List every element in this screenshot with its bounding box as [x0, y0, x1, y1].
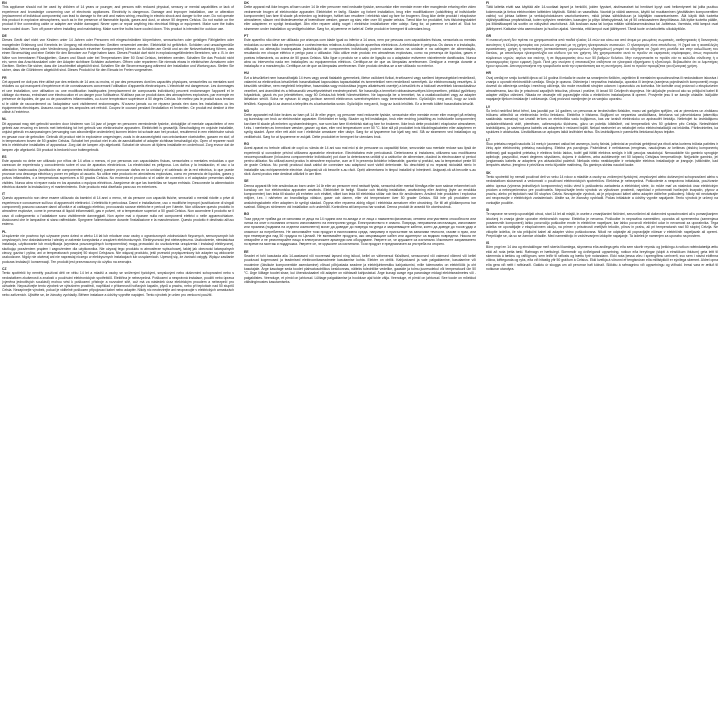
language-code: PT: [244, 34, 249, 39]
safety-warning-text: Te naprave ne smejo uporabljati otroci, stari 14 let ali mlajši, in osebe z zmanjšanimi fizičnimi, senzoričnimi ali duševnimi sposobnostmi ali s pomanjkanjem izkušenj in znanja glede uporabe elektronskih naprav. Elektrika je nevarna. Poškodbe in nepravilna namestitev, uporaba ali sprememba (zamenjava posameznih komponent) lahko povzročijo poškodbe enote in električne napeljave, kar lahko povzroči električni udar in nevarnost za uporabnika. Tega izdelka ne uporabljajte v eksplozivnem okolju, na primer v prisotnosti vnetljivih tekočin, plinov in prahu, ali pri temperaturah nad 50 stopinj Celzija. Ne vklopite izdelka, če sta priključni kabel ali adapter vidno poškodovana. Nikoli ne odpirajte ali popravljajte ničesar v električnih napeljavah ali opremi. Prepričajte se, da so se žarnice ohladile. Med namestitvijo in vzdrževanjem izklopite napajanje. Ta izdelek je namenjen za uporabo na prostem.: [486, 212, 718, 238]
language-section: [244, 34, 476, 68]
safety-warning-text: Η συσκευή αυτή δεν πρέπει να χρησιμοποιείται από παιδιά ηλικίας 14 ετών και κάτω και από άτομα με μειωμένες σωματικές, αισθητηριακές ή διανοητικές ικανότητες ή έλλειψη εμπειρίας και γνώσεων σχετικά με τη χρήση ηλεκτρονικών συσκευών. Ο ηλεκτρισμός είναι επικίνδυνος. Η ζημιά και η ακατάλληλη εγκατάσταση, χρήση ή τροποποίηση (αντικατάσταση μεμονωμένων εξαρτημάτων) μπορεί να οδηγήσει σε ζημιά στη μονάδα και στην καλωδίωση του δικτύου, με αποτέλεσμα ηλεκτροπληξία και κίνδυνο για τον χρήστη. Μη χρησιμοποιείτε αυτό το προϊόν σε εκρηκτικές ατμόσφαιρες, όπως παρουσία εύφλεκτων υγρών, αερίων και σκόνης, ή σε θερμοκρασίες άνω των 50 βαθμών Κελσίου. Μην ενεργοποιείτε το προϊόν εάν το καλώδιο σύνδεσης ή ο προσαρμογέας έχουν εμφανή ζημιά. Ποτέ μην ανοίγετε ή επισκευάζετε οτιδήποτε σε ηλεκτρικά εξαρτήματα ή εξοπλισμό. Βεβαιωθείτε ότι οι λαμπτήρες έχουν κρυώσει. Απενεργοποιήστε την τροφοδοσία κατά την εγκατάσταση και τη συντήρηση. Αυτό το προϊόν προορίζεται για εξωτερική χρήση.: [486, 38, 718, 69]
language-section: [244, 250, 476, 284]
safety-warning-text: Dieses Gerät darf nicht von Kindern unter 14 Jahren oder Personen mit eingeschränkten körperlichen, sensorischen oder geistigen Fähigkeiten oder mangelnder Erfahrung und Kenntnis im Umgang mit elektronischen Geräten verwendet werden. Elektrizität ist gefährlich. Schäden und unsachgemäße Installation, Verwendung oder Veränderung (Austausch einzelner Komponenten) können zu Schäden am Gerät und an der Netzverkabelung führen, was einen Stromschlag und eine Gefahr für den Benutzer zur Folge haben kann. Dieses Produkt darf nicht in explosionsgefährdeten Bereichen, wie z. B. in der Nähe von brennbaren Flüssigkeiten, Gasen und Staub oder bei Temperaturen über 50 Grad Celsius, betrieben werden. Schalten Sie das Produkt nicht ein, wenn das Anschlusskabel oder der Adapter sichtbare Schäden aufweisen. Öffnen oder reparieren Sie niemals etwas in elektrischen Armaturen oder Geräten. Stellen Sie sicher, dass die Leuchtmittel abgekühlt sind. Schalten Sie die Stromversorgung während der Installation und Wartung aus. Stellen Sie sicher, dass die Glühbirnen abgekühlt sind. Dieses Produkt ist für den Einsatz im Freien vorgesehen.: [2, 38, 234, 73]
safety-warning-text: Urządzenie nie powinno być używane przez dzieci w wieku 14 lat lub młodsze oraz osoby o ograniczonych zdolnościach fizycznych, sensorycznych lub umysłowych, bez doświadczenia i wiedzy w zakresie korzystania z urządzeń elektronicznych. Elektryczność jest niebezpieczna. Uszkodzenie, niewłaściwa instalacja, użytkowanie lub modyfikacja (wymiana poszczególnych komponentów) mogą prowadzić do uszkodzenia urządzenia i instalacji elektrycznej, skutkując porażeniem prądem i zagrożeniem dla użytkownika. Nie używaj tego produktu w atmosferze wybuchowej, takiej jak obecność łatwopalnych cieczy, gazów i pyłów, ani w temperaturach powyżej 50 stopni Celsjusza. Nie włączaj produktu, jeśli przewód przyłączeniowy lub adapter są widocznie uszkodzone. Nigdy nie otwieraj ani nie naprawiaj niczego w elektrycznych instalacjach lub urządzeniach. Upewnij się, że żarówki ostygły. Wyłącz zasilanie podczas instalacji i konserwacji. Ten produkt jest przeznaczony do użytku na zewnątrz.: [2, 233, 234, 264]
safety-warning-text: This appliance should not be used by children of 14 years or younger, and persons with reduced physical, sensory or mental capabilities or lack of experience and knowledge concerning use of electronic appliances. Electricity is dangerous. Damage and improper installation, use or alteration (replacement of individual components) can lead to damage to the unit and mains wiring, resulting in electric shock and danger to the user. Do not operate this product in explosive atmospheres, such as in the presence of flammable liquids, gases and dust, or above 50 degrees Celsius. Do not switch on the product if the connecting cable or adapter are visible damaged. Never open or repair anything into electrical fittings or equipment. Make sure the bulbs have cooled down. Turn off power when installing and maintaining. Make sure the bulbs have cooled down. This product is intended for outdoor use.: [2, 5, 234, 31]
safety-warning-text: Este aparato no debe ser utilizado por niños de 14 años o menos, ni por personas con capacidades físicas, sensoriales o mentales reducidas o que carezcan de experiencia y conocimiento sobre el uso de aparatos electrónicos. La electricidad es peligrosa. Los daños y la instalación, el uso o la alteración inadecuados (sustitución de componentes individuales) pueden provocar daños en la unidad y el cableado de la red eléctrica, lo que puede provocar una descarga eléctrica y poner en peligro al usuario. No utilice este producto en atmósferas explosivas, como en presencia de líquidos, gases y polvos inflamables, o a temperaturas superiores a 50 grados Celsius. No encienda el producto si el cable de conexión o el adaptador presentan daños visibles. Nunca abra ni repare nada en los aparatos o equipos eléctricos. Asegúrese de que las bombillas se hayan enfriado. Desconecte la alimentación eléctrica durante la instalación y el mantenimiento. Este producto está diseñado para uso en exteriores.: [2, 159, 234, 189]
safety-warning-text: Tätä laitetta eivät saa käyttää alle 14-vuotiaat lapset ja henkilöt, joiden fyysiset, aistinvaraiset tai henkiset kyvyt ovat heikentyneet tai joilta puuttuu kokemusta ja tietoa elektronisten laitteiden käytöstä. Sähkö on vaarallista. Vaurioit ja väärä asennus, käyttö tai muuttaminen (yksittäisten komponenttien vaihto) voi johtaa laitteen ja verkkojohdotuksen vaurioitumiseen, mikä johtaa sähköiskuun ja käyttäjän vaarantumiseen. Älä käytä tätä tuotetta räjähdysalttiissa ympäristössä, kuten syttyvien nesteiden, kaasujen ja pölyn läheisyydessä, tai yli 50 celsiusasteen lämpötilassa. Älä kytke tuotetta päälle, jos liitäntäkaapeli tai sovitin on näkyvästi vaurioitunut. Älä koskaan avaa tai korjaa mitään sähköasennuksissa tai -laitteissa. Varmista, että lamput ovat jäähtyneet. Katkaise virta asennuksen ja huollon ajaksi. Varmista, että lamput ovat jäähtyneet. Tämä tuote on tarkoitettu ulkokäyttöön.: [486, 5, 718, 31]
safety-warning-text: Ezt a készüléket nem használhatják 14 éves vagy annál fiatalabb gyermekek, illetve csökkent fizikai, érzékszervi vagy szellemi képességekkel rendelkező, valamint az elektronikus készülékek használatával kapcsolatos tapasztalattal és ismeretekkel nem rendelkező személyek. Az elektromosság veszélyes. A készülék sérülése, nem megfelelő telepítése, használata vagy módosítása (egyes alkatrészek cseréje) a készülék és a hálózati vezetékek károsodásához vezethet, ami áramütést és a felhasználó veszélyeztetését eredményezheti. Ne használja a terméket robbanásveszélyes környezetben, például gyúlékony folyadékok, gázok és por jelenlétében, vagy 50 Celsius-fok feletti hőmérsékleten. Ne kapcsolja be a terméket, ha a csatlakozókábel vagy az adapter láthatóan sérült. Soha ne nyisson ki vagy javítson semmit elektromos szerelvényekben vagy berendezésekben. Győződjön meg arról, hogy az izzók lehűltek. Kapcsolja ki az áramot a telepítés és a karbantartás során. Győződjön meg arról, hogy az izzók lehűltek. Ez a termék kültéri használatra készült.: [244, 75, 476, 106]
language-code: FR: [2, 75, 7, 80]
safety-warning-text: Questo apparecchio non deve essere utilizzato da bambini di 14 anni o meno, né da persone con capacità fisiche, sensoriali o mentali ridotte o prive di esperienza e conoscenze sull'uso di apparecchi elettronici. L'elettricità è pericolosa. Danni e installazione, uso o modifiche impropri (sostituzione di singoli componenti) possono causare danni all'unità e al cablaggio elettrico, provocando scosse elettriche e pericoli per l'utente. Non utilizzare questo prodotto in atmosfere esplosive, come in presenza di liquidi infiammabili, gas e polveri, né a temperature superiori a 50 gradi Celsius. Non accendere il prodotto se il cavo di collegamento o l'adattatore sono visibilmente danneggiati. Non aprire mai o riparare nulla nei componenti elettrici o nelle apparecchiature. Assicurarsi che le lampadine si siano raffreddate. Spegnere l'alimentazione durante l'installazione e la manutenzione. Questo prodotto è destinato all'uso esterno.: [2, 196, 234, 227]
language-code: BG: [244, 212, 250, 217]
language-code: DE: [2, 34, 7, 39]
language-section: [486, 241, 718, 271]
safety-warning-text: Seadet ei tohi kasutada alla 14-aastased või nooremad lapsed ning isikud, kellel on vähenenud füüsilised, sensoorsed või vaimsed võimed või kellel puuduvad kogemused ja teadmised elektroonikaseadmete kasutamise kohta. Elekter on ohtlik. Kahjustused ja vale paigaldamine, kasutamine või muutmine (üksikute komponentide asendamine) võivad põhjustada seadme ja elektrijuhtmestiku kahjustumist, mille tulemuseks on elektrilöök ja oht kasutajale. Ärge kasutage seda toodet plahvatusohtlikus keskkonnas, näiteks tuleohtlike vedelike, gaaside ja tolmu juuresolekul või temperatuuril üle 50 °C. Ärge lülitage toodet sisse, kui ühenduskaabel või adapter on nähtavalt kahjustatud. Ärge kunagi avage ega parandage midagi elektriseadmetes või -paigaldistes. Veenduge, et pirnid on jahtunud. Lülitage paigaldamise ja hoolduse ajal toide välja. Veenduge, et pirnid on jahtunud. See toode on mõeldud välistingimustes kasutamiseks.: [244, 254, 476, 284]
safety-warning-text: Ovaj uređaj ne smiju koristiti djeca od 14 godina ili mlađa te osobe sa smanjenim fizičkim, osjetilnim ili mentalnim sposobnostima ili nedostatkom iskustva i znanja o uporabi elektroničkih uređaja. Struja je opasna. Oštećenja i nepravilna instalacija, uporaba ili izmjena (zamjena pojedinačnih komponenti) mogu dovesti do oštećenja uređaja i mrežnog ožičenja, što može rezultirati strujnim udarom i opasnošću za korisnika. Ne koristite ovaj proizvod u eksplozivnim atmosferama, kao što je prisutnost zapaljivih tekućina, plinova i prašine, ili iznad 50 Celzijevih stupnjeva. Ne uključujte proizvod ako su priključni kabel ili adapter vidljivo oštećeni. Nikada ne otvarajte niti popravljajte ništa u električnim instalacijama ili opremi. Provjerite jesu li se žarulje ohladile. Isključite napajanje tijekom instalacije i održavanja. Ovaj proizvod namijenjen je za vanjsku uporabu.: [486, 75, 718, 102]
text-column-1: [2, 1, 234, 713]
language-section: [486, 34, 718, 68]
language-section: [244, 179, 476, 209]
language-section: [486, 71, 718, 101]
language-section: [2, 267, 234, 297]
language-code: PL: [2, 229, 7, 234]
multilingual-safety-sheet: [2, 1, 718, 713]
language-code: SK: [486, 170, 491, 175]
safety-warning-text: Този уред не трябва да се използва от деца на 14 години или по-млади и от лица с намалени физически, сетивни или умствени способности или липса на опит и познания относно използването на електронни уреди. Електричеството е опасно. Повреда, неправилна инсталация, използване или промяна (подмяна на отделни компоненти) могат да доведат до повреда на уреда и захранващите кабели, което да доведе до токов удар и опасност за потребителя. Не използвайте този продукт в експлозивна среда, например в присъствие на запалими течности, газове и прах, или при температура над 50 градуса по Целзий. Не включвайте продукта, ако свързващият кабел или адаптерът са видимо повредени. Никога не отваряйте и не ремонтирайте нищо в електрическите арматури или оборудване. Уверете се, че крушките са изстинали. Изключете захранването по време на монтаж и поддръжка. Уверете се, че крушките са изстинали. Този продукт е предназначен за употреба на открито.: [244, 216, 476, 247]
safety-warning-text: Šo ierīci nedrīkst lietot bērni, kas jaunāki par 14 gadiem, un personas ar ierobežotām fiziskām, maņu vai garīgām spējām, vai ar pieredzes un zināšanu trūkumu attiecībā uz elektronisko ierīču lietošanu. Elektrība ir bīstama. Bojājumi un nepareiza uzstādīšana, lietošana vai pārveidošana (atsevišķu sastāvdaļu nomaiņa) var izraisīt ierīces un elektrotīkla vadu bojājumus, kas var izraisīt elektrošoku un apdraudēt lietotāju. Nelietojiet šo izstrādājumu sprādzienbīstamā vidē, piemēram, uzliesmojošu šķidrumu, gāzu un putekļu klātbūtnē, vai temperatūrā virs 50 grādiem pēc Celsija. Neieslēdziet izstrādājumu, ja savienojuma kabelis vai adapteris ir redzami bojāti. Nekad neatveriet un nelabojiet neko elektroinstalācijā vai iekārtās. Pārliecinieties, ka spuldzes ir atdzisušas. Uzstādīšanas un apkopes laikā izslēdziet strāvu. Šis izstrādājums ir paredzēts lietošanai ārpus telpām.: [486, 108, 718, 135]
safety-warning-text: Tento spotrebič by nemali používať deti vo veku 14 rokov a mladšie a osoby so zníženými fyzickými, zmyslovými alebo duševnými schopnosťami alebo s nedostatkom skúseností a vedomostí o používaní elektronických spotrebičov. Elektrina je nebezpečná. Poškodenie a nesprávna inštalácia, používanie alebo úprava (výmena jednotlivých komponentov) môžu viesť k poškodeniu zariadenia a elektrickej siete, čo môže mať za následok úraz elektrickým prúdom a nebezpečenstvo pre používateľa. Nepoužívajte tento výrobok vo výbušnom prostredí, napríklad v prítomnosti horľavých kvapalín, plynov a prachu, alebo pri teplotách nad 50 stupňov Celzia. Nezapínajte výrobok, ak je pripojovací kábel alebo adaptér viditeľne poškodený. Nikdy nič neotvárajte ani neopravujte v elektrických zariadeniach. Uistite sa, že žiarovky vychladli. Počas inštalácie a údržby vypnite napájanie. Tento výrobok je určený na vonkajšie použitie.: [486, 174, 718, 205]
language-section: [486, 1, 718, 31]
language-section: [244, 142, 476, 176]
language-section: [2, 117, 234, 151]
language-section: [486, 171, 718, 205]
language-code: RO: [244, 141, 250, 146]
language-section: [2, 76, 234, 115]
safety-warning-text: Dette apparatet må ikke brukes av barn på 14 år eller yngre, og personer med reduserte fysiske, sensoriske eller mentale evner eller mangel på erfaring og kunnskap om bruk av elektroniske apparater. Elektrisitet er farlig. Skader og feil installasjon, bruk eller endring (utskifting av individuelle komponenter) kan føre til skade på enheten og strømledningen, noe som kan føre til elektrisk støt og fare for brukeren. Ikke bruk dette produktet i eksplosive atmosfærer, f.eks. i nærheten av brennbare væsker, gasser og støv, eller ved temperaturer over 50 °C. Ikke slå på produktet hvis tilkoblingskabelen eller adapteren er synlig skadet. Åpne eller rett aldri noe i elektriske armaturer eller utstyr. Sørg for at lyspærene har kjølt seg ned. Slå av strømmen ved installasjon og vedlikehold. Sørg for at lyspærene er avkjølt. Dette produktet er beregnet for utendørs bruk.: [244, 113, 476, 139]
text-column-3: [486, 1, 718, 713]
language-code: IT: [2, 192, 6, 197]
language-code: EN: [2, 1, 7, 5]
safety-warning-text: Acest aparat nu trebuie utilizat de copii cu vârsta de 14 ani sau mai mici și de persoane cu capacități fizice, senzoriale sau mentale reduse sau lipsă de experiență și cunoștințe privind utilizarea aparatelor electronice. Electricitatea este periculoasă. Deteriorarea și instalarea, utilizarea sau modificarea necorespunzătoare (înlocuirea componentelor individuale) pot duce la deteriorarea unității și a cablurilor de alimentare, ducând la electrocutare și pericol pentru utilizator. Nu utilizați acest produs în atmosfere explozive, cum ar fi în prezența lichidelor inflamabile, gazelor și prafului, sau la temperaturi peste 50 de grade Celsius. Nu porniți produsul dacă cablul de conectare sau adaptorul sunt vizibil deteriorate. Nu deschideți și nu reparați niciodată nimic în instalațiile sau echipamentele electrice. Asigurați-vă că becurile s-au răcit. Opriți alimentarea în timpul instalării și întreținerii. Asigurați-vă că becurile s-au răcit. Acest produs este destinat utilizării în aer liber.: [244, 146, 476, 176]
language-code: IS: [486, 241, 490, 246]
language-code: EE: [244, 249, 249, 254]
language-code: NO: [244, 108, 250, 113]
language-code: NL: [2, 117, 7, 122]
language-section: [2, 34, 234, 73]
language-section: [2, 155, 234, 189]
language-section: [244, 71, 476, 105]
safety-warning-text: Šiuo prietaisu negali naudotis 14 metų ir jaunesni vaikai bei asmenys, kurių fiziniai, jutiminiai ar protiniai gebėjimai yra riboti arba kuriems trūksta patirties ir žinių apie elektroninių prietaisų naudojimą. Elektra yra pavojinga. Pažeidimai ir netinkamas įrengimas, naudojimas ar keitimas (atskirų komponentų keitimas) gali sugadinti prietaisą ir elektros tinklo laidus, todėl gali ištikti elektros smūgis ir kilti pavojus naudotojui. Nenaudokite šio gaminio sprogioje aplinkoje, pavyzdžiui, esant degiems skysčiams, dujoms ir dulkėms, arba aukštesnėje nei 50 laipsnių Celsijaus temperatūroje. Neįjunkite gaminio, jei jungiamasis kabelis ar adapteris yra akivaizdžiai pažeisti. Niekada nieko neatidarykite ir netaisykite elektros instaliacijoje ar įrangoje. Įsitikinkite, kad lemputės atvėso. Įrengimo ir priežiūros metu išjunkite maitinimą. Šis gaminys skirtas naudoti lauke.: [486, 141, 718, 168]
safety-warning-text: Denna apparat får inte användas av barn under 14 år eller av personer med nedsatt fysisk, sensorisk eller mental förmåga eller som saknar erfarenhet och kunskap om hur elektroniska apparater används. Elektricitet är farligt. Skador och felaktig installation, användning eller ändring (byte av enskilda komponenter) kan leda till skador på enheten och elnätet, vilket kan leda till elektriska stötar och fara för användaren. Använd inte produkten i explosiva miljöer, t.ex. i närheten av brandfarliga vätskor, gaser och damm, eller vid temperaturer över 50 grader Celsius. Slå inte på produkten om anslutningskabeln eller adaptern är synligt skadad. Öppna eller reparera aldrig något i elektriska armaturer eller utrustning. Se till att glödlamporna har svalnat. Stäng av strömmen vid installation och underhåll. Kontrollera att lamporna har svalnat. Denna produkt är avsedd för utomhusbruk.: [244, 183, 476, 210]
language-section: [244, 109, 476, 139]
language-code: HR: [486, 71, 491, 76]
safety-warning-text: Tento spotřebič by neměly používat děti ve věku 14 let a mladší a osoby se sníženými fyzickými, smyslovými nebo duševními schopnostmi nebo s nedostatkem zkušeností a znalostí o používání elektronických spotřebičů. Elektřina je nebezpečná. Poškození a nesprávná instalace, použití nebo úprava (výměna jednotlivých součástí) mohou vést k poškození přístroje a rozvodné sítě, což má za následek úraz elektrickým proudem a nebezpečí pro uživatele. Nepoužívejte tento výrobek ve výbušném prostředí, například v přítomnosti hořlavých kapalin, plynů a prachu, nebo při teplotách nad 50 stupňů Celsia. Nezapínejte výrobek, pokud je viditelně poškozen připojovací kabel nebo adaptér. Nikdy nic neotevírejte ani neopravujte v elektrických armaturách nebo zařízeních. Ujistěte se, že žárovky vychladly. Během instalace a údržby vypněte napájení. Tento výrobek je určen pro venkovní použití.: [2, 271, 234, 297]
language-code: GR: [486, 34, 492, 39]
language-section: [244, 212, 476, 246]
language-code: DK: [244, 1, 249, 5]
language-code: SE: [244, 179, 249, 184]
language-code: SI: [486, 208, 490, 213]
language-code: LT: [486, 137, 490, 142]
language-code: CZ: [2, 266, 7, 271]
safety-warning-text: Dette apparat må ikke bruges af børn under 14 år eller personer med nedsatte fysiske, sensoriske eller mentale evner eller manglende erfaring eller viden vedrørende brugen af elektroniske apparater. Elektricitet er farlig. Skader og forkert installation, brug eller modifikationer (udskiftning af individuelle komponenter) kan føre til skade på enheden og ledninger, hvilket kan resultere i elektrisk stød og fare for brugeren. Brug ikke dette produkt i eksplosive atmosfærer, såsom ved tilstedeværelse af brændbare væsker, gasser og støv, eller over 50 grader celsius. Tænd ikke for produktet, hvis tilslutningskablet eller adapteren er synligt beskadiget. Åbn eller reparer aldrig noget i elektriske installationer eller udstyr. Sørg for, at pærerne er kølet af. Sluk for strømmen under installation og vedligeholdelse. Sørg for, at pærerne er kølet af. Dette produkt er beregnet til udendørs brug.: [244, 5, 476, 31]
safety-warning-text: Cet appareil ne doit pas être utilisé par des enfants de 14 ans ou moins, ni par des personnes dont les capacités physiques, sensorielles ou mentales sont réduites ou qui manquent d'expérience et de connaissances concernant l'utilisation d'appareils électroniques. L'électricité est dangereuse. Les dommages et une installation, une utilisation ou une modification inadéquates (remplacement de composants individuels) peuvent endommager l'appareil et le câblage du réseau, entraînant une électrocution et un danger pour l'utilisateur. N'utilisez pas ce produit dans des atmosphères explosives, par exemple en présence de liquides, de gaz ou de poussières inflammables, ou à une température supérieure à 50 degrés Celsius. Ne mettez pas le produit sous tension si le câble de raccordement ou l'adaptateur sont visiblement endommagés. N'ouvrez jamais ou ne réparez jamais rien dans les installations ou les équipements électriques. Assurez-vous que les ampoules ont refroidi. Coupez le courant pendant l'installation et l'entretien. Ce produit est destiné à être utilisé à l'extérieur.: [2, 80, 234, 115]
language-section: [2, 192, 234, 226]
language-code: FI: [486, 1, 490, 5]
safety-warning-text: Dit apparaat mag niet gebruikt worden door kinderen van 14 jaar of jonger en personen verminderde fysieke, zintuiglijke of mentale capaciteiten of een gebrek aan ervaring en kennis met betrekking tot het gebruik van elektronische apparaten. Elektriciteit is gevaarlijk. Beschadiging en onjuiste installatie, onjuist gebruik en aanpassingen (vervanging van afzonderlijke onderdelen) kunnen leiden tot schade aan het product, resulterend in een elektrische schok en gevaar voor de gebruiker. Gebruik dit product niet in explosieve omgevingen, zoals in de aanwezigheid van ontvlambare vloeistoffen, gassen en stof, of in temperaturen boven de 50 graden Celsius. Schakel het product niet in als de aansluitkabel of adapter zichtbaar beschadigd zijn. Open of repareer nooit iets in elektrische installaties of apparatuur. Zorg dat de lampen zijn afgekoeld. Schakel de stroom uit tijdens installatie en onderhoud. Zorg ervoor dat de lampen zijn afgekoeld. Dit product is bedoeld voor buitengebruik.: [2, 121, 234, 152]
language-section: [2, 230, 234, 264]
language-code: LV: [486, 104, 491, 109]
safety-warning-text: Börn yngri en 14 ára og einstaklingar með skerta líkamlega, skynræna eða andlega getu eða sem skortir reynslu og þekkingu á notkun rafeindatækja ættu ekki að nota þetta tæki. Rafmagn er hættulegt. Skemmdir og óviðeigandi uppsetning, notkun eða breytingar (skipti á einstökum íhlutum) geta leitt til skemmda á tækinu og raflögnum, sem leiðir til raflosts og hættu fyrir notandann. Ekki nota þessa vöru í sprengifimu umhverfi, svo sem í návist eldfimra vökva, lofttegunda og ryks, eða við hitastig yfir 50 gráðum á Celsíus. Ekki kveikja á vörunni ef tengisnúran eða millistykkið er sýnilega skemmt. Aldrei opna eða gera við neitt í rafbúnaði. Gakktu úr skugga um að perurnar hafi kólnað. Slökktu á rafmagninu við uppsetningu og viðhald. Þessi vara er ætluð til notkunar utandyra.: [486, 245, 718, 271]
language-section: [486, 138, 718, 168]
safety-warning-text: Este aparelho não deve ser utilizado por crianças com idade igual ou inferior a 14 anos, nem por pessoas com capacidades físicas, sensoriais ou mentais reduzidas ou sem falta de experiência e conhecimentos relativos à utilização de aparelhos eletrónicos. A eletricidade é perigosa. Os danos e a instalação, utilização ou alteração inadequadas (substituição de componentes individuais) podem causar danos na unidade e na cablagem de alimentação, resultando em choque elétrico e perigo para o utilizador. Não utilize este produto em atmosferas explosivas, como na presença de líquidos, gases e poeiras inflamáveis, ou acima de 50 graus Celsius. Não ligue o produto se o cabo de ligação ou o adaptador estiverem visivelmente danificados. Nunca abra ou intervenha nada em instalações ou equipamentos elétricos. Certifique-se de que as lâmpadas arrefeceram. Desligue a energia durante a instalação e a manutenção. Certifique-se de que as lâmpadas arrefeceram. Este produto destina-se a ser utilizado no exterior.: [244, 38, 476, 69]
language-section: [244, 1, 476, 31]
language-section: [486, 105, 718, 135]
text-column-2: [244, 1, 476, 713]
language-code: HU: [244, 71, 249, 76]
language-code: ES: [2, 154, 7, 159]
language-section: [2, 1, 234, 31]
language-section: [486, 208, 718, 238]
